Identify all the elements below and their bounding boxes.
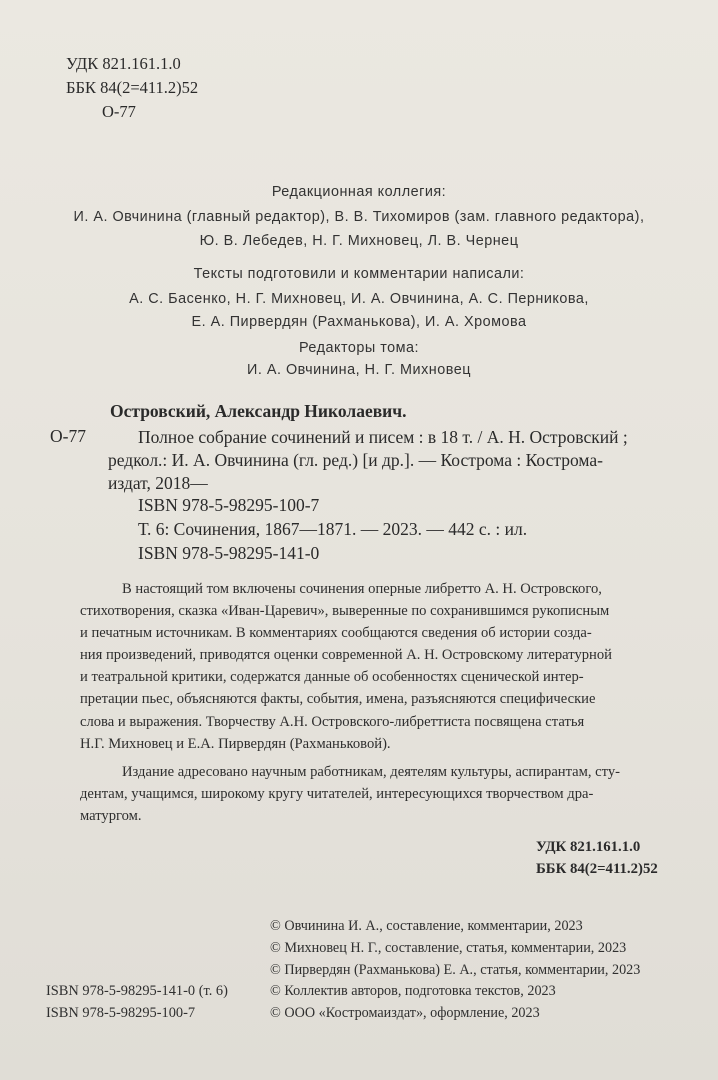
udk-code: УДК 821.161.1.0 <box>66 54 181 73</box>
board-line-1: И. А. Овчинина (главный редактор), В. В. Тихомиров (зам. главного редактора), <box>73 209 645 225</box>
isbn-set-bottom: ISBN 978-5-98295-100-7 <box>46 1004 196 1021</box>
board-line-2: Ю. В. Лебедев, Н. Г. Михновец, Л. В. Чернец <box>199 233 519 249</box>
catalog-call-code: О-77 <box>50 426 86 446</box>
isbn-volume-bottom: ISBN 978-5-98295-141-0 (т. 6) <box>46 983 228 999</box>
classification-top <box>66 52 198 124</box>
annotation-line: Н.Г. Михновец и Е.А. Пирвердян (Рахманьковой). <box>80 735 391 752</box>
annotation-line: ния произведений, приводятся оценки современной А. Н. Островскому литературной <box>80 647 612 664</box>
copyright-block <box>270 916 640 1025</box>
annotation-line: претации пьес, объясняются факты, события, имена, разъясняются специфические <box>80 691 596 708</box>
classification-bottom <box>536 836 658 880</box>
annotation-line: стихотворения, сказка «Иван-Царевич», выверенные по сохранившимся рукописным <box>80 603 610 620</box>
bbk-code: ББК 84(2=411.2)52 <box>66 78 199 97</box>
volume-editors-heading: Редакторы тома: <box>298 340 420 356</box>
annotation-line: В настоящий том включены сочинения оперные либретто А. Н. Островского, <box>122 581 602 597</box>
bbk-code-bottom: ББК 84(2=411.2)52 <box>536 861 658 877</box>
volume-editors-line: И. А. Овчинина, Н. Г. Михновец <box>247 362 471 378</box>
texts-heading: Тексты подготовили и комментарии написали: <box>193 266 525 282</box>
copyright-line: © Михновец Н. Г., составление, статья, комментарии, 2023 <box>270 939 627 956</box>
annotation-line: дентам, учащимся, широкому кругу читателей, интересующихся творчеством дра- <box>80 785 594 802</box>
annotation-line: и печатным источникам. В комментариях сообщаются сведения об истории созда- <box>80 625 592 642</box>
catalog-line-2: редкол.: И. А. Овчинина (гл. ред.) [и др.]. — Кострома : Кострома- <box>108 450 603 470</box>
texts-line-1: А. С. Басенко, Н. Г. Михновец, И. А. Овчинина, А. С. Перникова, <box>129 291 589 307</box>
udk-code-bottom: УДК 821.161.1.0 <box>536 839 641 855</box>
copyright-line: © Коллектив авторов, подготовка текстов, 2023 <box>270 983 556 1000</box>
catalog-isbn-block <box>138 493 527 565</box>
annotation-line: матургом. <box>80 807 142 824</box>
annotation-line: слова и выражения. Творчеству А.Н. Островского-либреттиста посвящена статья <box>80 713 585 730</box>
annotation-paragraph-2 <box>80 761 670 827</box>
catalog-isbn-set: ISBN 978-5-98295-100-7 <box>138 495 320 515</box>
copyright-line: © ООО «Костромаиздат», оформление, 2023 <box>270 1005 540 1022</box>
isbn-bottom <box>46 981 228 1025</box>
catalog-line-3: издат, 2018— <box>108 473 208 493</box>
texts-line-2: Е. А. Пирвердян (Рахманькова), И. А. Хромова <box>191 314 527 330</box>
catalog-line-1: Полное собрание сочинений и писем : в 18 т. / А. Н. Островский ; <box>138 427 628 447</box>
catalog-volume: Т. 6: Сочинения, 1867—1871. — 2023. — 442 с. : ил. <box>138 519 528 539</box>
author-mark: О-77 <box>102 102 136 121</box>
annotation <box>80 578 670 827</box>
annotation-paragraph-1 <box>80 578 670 755</box>
catalog-author: Островский, Александр Николаевич. <box>110 401 407 421</box>
catalog-isbn-volume: ISBN 978-5-98295-141-0 <box>138 543 320 563</box>
catalog-entry <box>108 426 668 495</box>
annotation-line: Издание адресовано научным работникам, деятелям культуры, аспирантам, сту- <box>122 763 620 780</box>
annotation-line: и театральной критики, содержатся данные об особенностях сценической интер- <box>80 669 584 686</box>
board-heading: Редакционная коллегия: <box>271 184 447 200</box>
copyright-line: © Овчинина И. А., составление, комментарии, 2023 <box>270 918 583 934</box>
copyright-line: © Пирвердян (Рахманькова) Е. А., статья, комментарии, 2023 <box>270 961 641 978</box>
